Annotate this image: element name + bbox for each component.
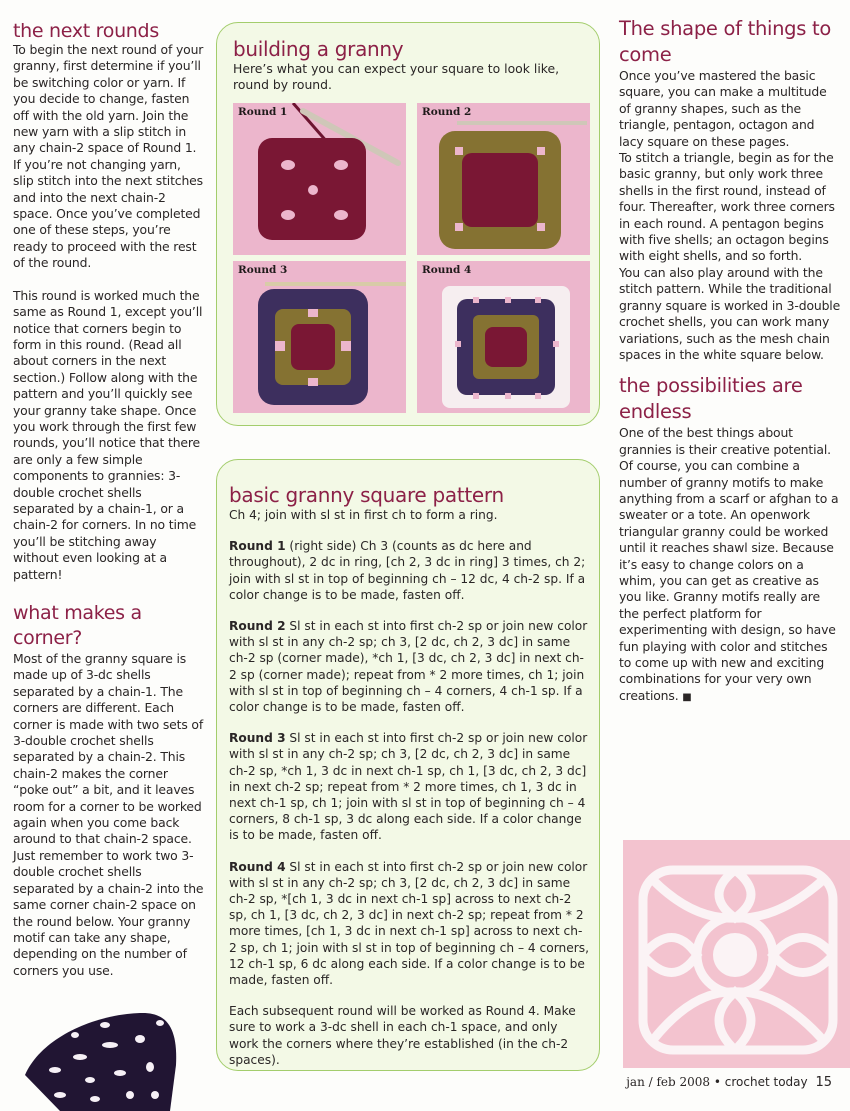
paragraph-possibilities xyxy=(619,425,841,706)
pattern-round-2 xyxy=(229,618,589,715)
lacy-square-photo xyxy=(623,840,850,1068)
footer-bullet: • xyxy=(713,1075,721,1089)
heading-next-rounds: the next rounds xyxy=(13,20,159,42)
building-granny-subtitle: Here’s what you can expect your square to look like, round by round. xyxy=(233,61,560,92)
paragraph-next-rounds: To begin the next round of your granny, first determine if you’ll be switching color or yarn. If you decide to change, fasten off with the old yarn. Join the new yarn with a slip stitch in any chain-2 space of Round 1. If you’re not changing yarn, slip stitch into the next stitches and into the next chain-2 space. Once you’ve completed one of these steps, you’re ready to proceed with the rest of the round. xyxy=(13,42,204,271)
round-instructions: Sl st in each st into first ch-2 sp or join new color with sl st in any ch-2 sp; ch 3, [2 dc, ch 2, 3 dc] in same ch-2 sp (corner made), *ch 1, [3 dc, ch 2, 3 dc] in next ch-2 sp (corner made); repeat from * 2 more times, ch 1; join with sl st in top of beginning ch – 4 corners, 4 ch-1 sp. If a color change is to be made, fasten off. xyxy=(229,619,588,715)
triangle-granny-photo xyxy=(0,995,220,1111)
round-instructions: Sl st in each st into first ch-2 sp or join new color with sl st in any ch-2 sp; ch 3, [2 dc, ch 2, 3 dc] in same ch-2 sp, *ch 1, 3 dc in next ch-1 sp, ch 1, [3 dc, ch 2, 3 dc] in next ch-2 sp; repeat from * 2 more times, ch 1, 3 dc in next ch-1 sp, ch 1; join with sl st in top of beginning ch – 4 corners, 8 ch-1 sp, 3 dc along each side. If a color change is to be made, fasten off. xyxy=(229,731,588,843)
pattern-round-4 xyxy=(229,859,589,989)
issue-date: jan / feb 2008 xyxy=(626,1075,711,1089)
pattern-title: basic granny square pattern xyxy=(229,483,504,507)
paragraph-triangle: To stitch a triangle, begin as for the basic granny, but only work three shells in the first round, instead of four. Thereafter, work three corners in each round. A pentagon begins with five shells; an octagon begins with eight shells, and so forth. xyxy=(619,150,835,264)
pattern-round-1 xyxy=(229,538,589,603)
left-column xyxy=(13,20,205,979)
paragraph-stitch-pattern: You can also play around with the stitch pattern. While the traditional granny square is worked in 3-double crochet shells, you can work many variations, such as the mesh chain spaces in the white square below. xyxy=(619,264,841,362)
page-footer xyxy=(626,1075,832,1090)
pattern-box xyxy=(216,459,600,1071)
paragraph-shapes: Once you’ve mastered the basic square, you can make a multitude of granny shapes, such as the triangle, pentagon, octagon and lacy square on these pages. xyxy=(619,68,827,149)
round-label: Round 3 xyxy=(229,731,286,746)
magazine-name: crochet today xyxy=(724,1075,808,1089)
round-2-photo xyxy=(417,103,590,255)
possibilities-text: One of the best things about grannies is their creative potential. Of course, you can combine a number of granny motifs to make anything from a scarf or afghan to a sweater or a tote. An openwork triangular granny could be worked until it reaches shawl size. Because it’s easy to change colors on a whim, you can get as creative as you like. Granny motifs really are the perfect platform for experimenting with design, so have fun playing with color and stitches to come up with new and exciting combinations for your very own creations. xyxy=(619,425,839,703)
round-1-label: Round 1 xyxy=(238,106,288,118)
round-2-label: Round 2 xyxy=(422,106,472,118)
round-label: Round 2 xyxy=(229,619,286,634)
round-3-label: Round 3 xyxy=(238,264,288,276)
round-label: Round 4 xyxy=(229,859,286,874)
end-mark-icon: ■ xyxy=(682,691,692,703)
round-instructions: Sl st in each st into first ch-2 sp or join new color with sl st in any ch-2 sp; ch 3, [2 dc, ch 2, 3 dc] in same ch-2 sp, *[ch 1, 3 dc in next ch-1 sp] across to next ch-2 sp, ch 1, [3 dc, ch 2, 3 dc] in next ch-2 sp; repeat from * 2 more times, [ch 1, 3 dc in next ch-1 sp] across to next ch-2 sp, ch 1; join with sl st in top of beginning ch – 4 corners, 12 ch-1 sp, 6 dc along each side. If a color change is to be made, fasten off. xyxy=(229,859,589,988)
round-instructions: (right side) Ch 3 (counts as dc here and throughout), 2 dc in ring, [ch 2, 3 dc in ring] 3 times, ch 2; join with sl st in top of beginning ch – 12 dc, 4 ch-2 sp. If a color change is to be made, fasten off. xyxy=(229,539,586,602)
building-granny-title: building a granny xyxy=(233,37,404,61)
round-3-photo xyxy=(233,261,406,413)
round-label: Round 1 xyxy=(229,539,286,554)
pattern-intro: Ch 4; join with sl st in first ch to form a ring. xyxy=(229,508,498,522)
pattern-closing: Each subsequent round will be worked as Round 4. Make sure to work a 3-dc shell in each ch-1 space, and only work the corners where they’re established (in the ch-2 spaces). xyxy=(229,1004,576,1067)
right-column xyxy=(619,16,841,706)
paragraph-corner: Most of the granny square is made up of 3-dc shells separated by a chain-1. The corners are different. Each corner is made with two sets of 3-double crochet shells separated by a chain-2. This chain-2 makes the corner “poke out” a bit, and it leaves room for a corner to be worked again when you come back around to that chain-2 space. Just remember to work two 3-double crochet shells separated by a chain-2 into the same corner chain-2 space on the round below. Your granny motif can take any shape, depending on the number of corners you use. xyxy=(13,651,204,978)
building-granny-box xyxy=(216,22,600,426)
round-1-photo xyxy=(233,103,406,255)
pattern-round-3 xyxy=(229,730,589,843)
paragraph-round-worked: This round is worked much the same as Round 1, except you’ll notice that corners begin to form in this round. (Read all about corners in the next section.) Follow along with the pattern and you’ll quickly see your granny take shape. Once you work through the first few rounds, you’ll notice that there are only a few simple components to grannies: 3-double crochet shells separated by a chain-1, or a chain-2 for corners. In no time you’ll be stitching away without even looking at a pattern! xyxy=(13,287,203,582)
heading-what-makes-corner: what makes a corner? xyxy=(13,602,142,649)
heading-shape-of-things: The shape of things to come xyxy=(619,17,831,66)
heading-possibilities: the possibilities are endless xyxy=(619,374,803,424)
page-number: 15 xyxy=(815,1075,832,1090)
round-4-label: Round 4 xyxy=(422,264,472,276)
round-4-photo xyxy=(417,261,590,413)
